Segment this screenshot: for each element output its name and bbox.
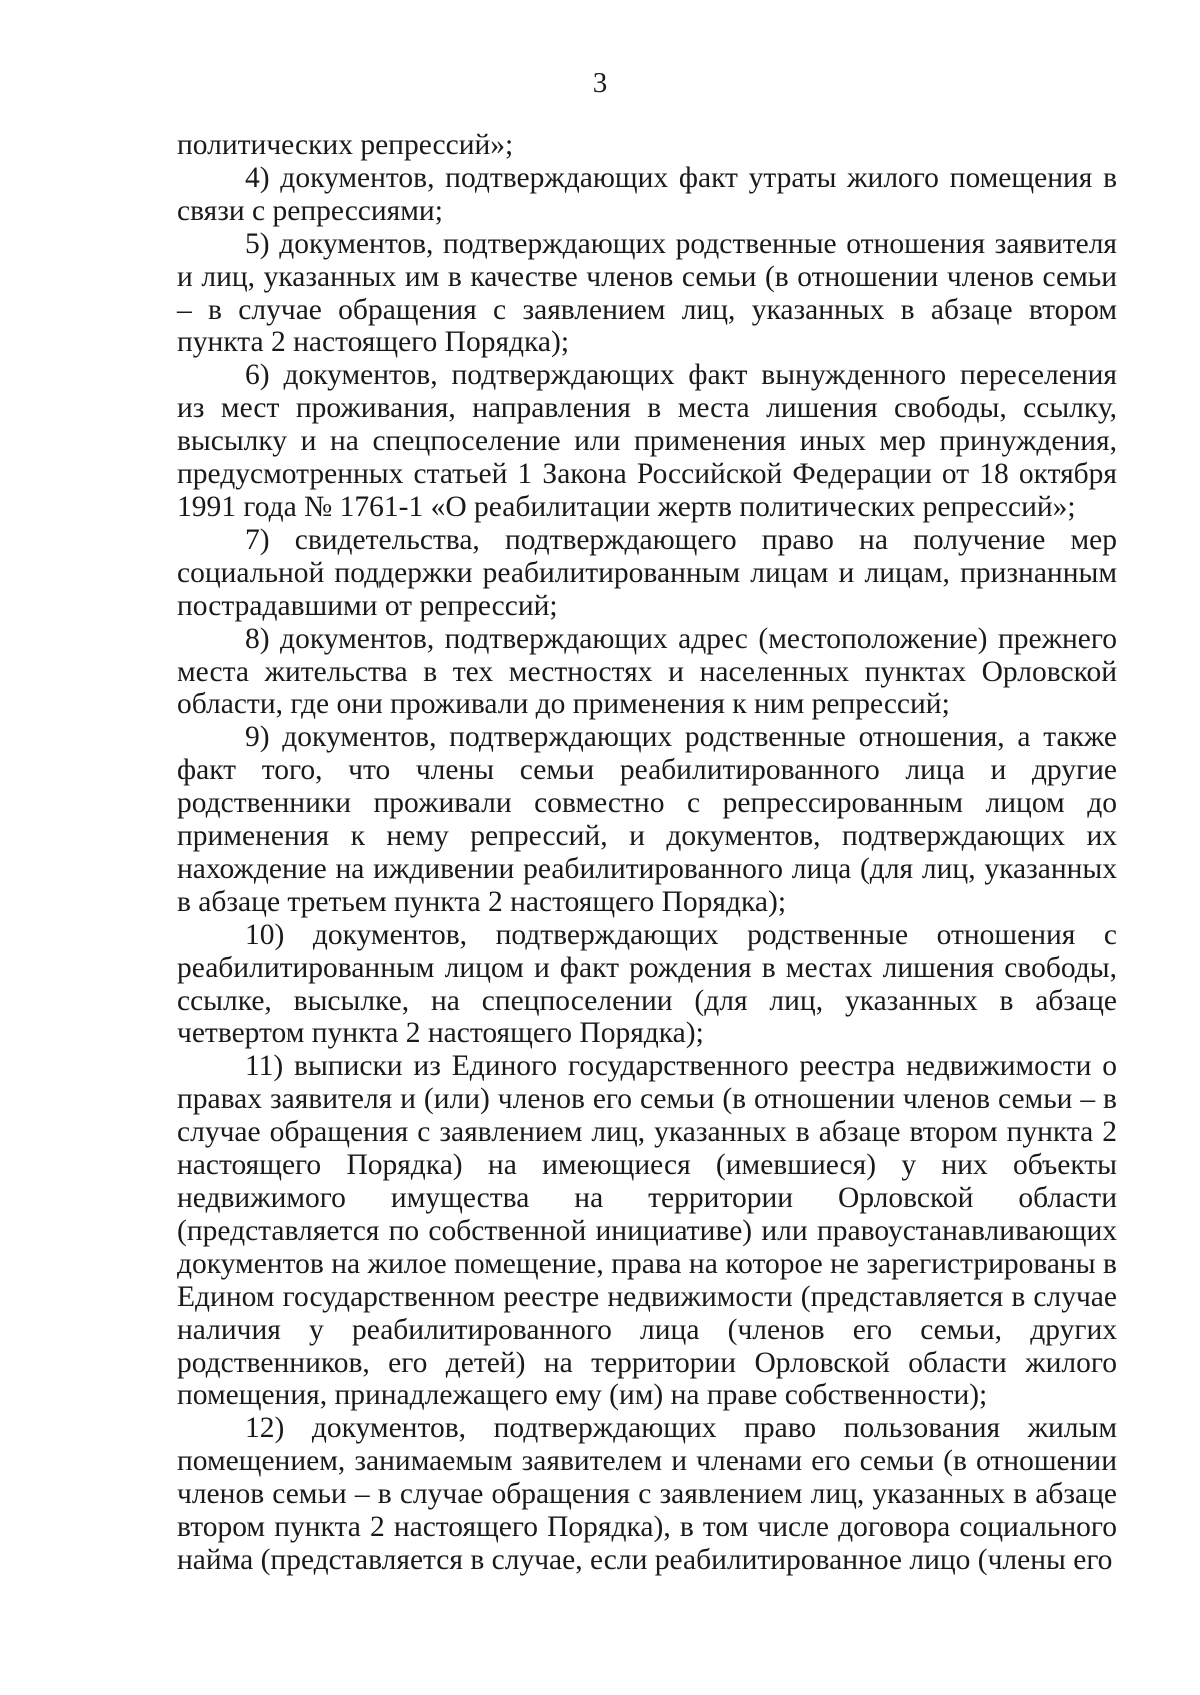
paragraph-item-8: 8) документов, подтверждающих адрес (местоположение) прежнего места жительства в тех местностях и населенных пунктах Орловской области, где они проживали до применения к ним репрессий; — [177, 622, 1117, 721]
paragraph-item-10: 10) документов, подтверждающих родственные отношения с реабилитированным лицом и факт рождения в местах лишения свободы, ссылке, высылке, на спецпоселении (для лиц, указанных в абзаце четвертом пункта 2 настоящего Порядка); — [177, 918, 1117, 1050]
paragraph-item-4: 4) документов, подтверждающих факт утраты жилого помещения в связи с репрессиями; — [177, 161, 1117, 227]
page-number: 3 — [592, 67, 608, 99]
paragraph-item-12: 12) документов, подтверждающих право пользования жилым помещением, занимаемым заявителем и членами его семьи (в отношении членов семьи – в случае обращения с заявлением лиц, указанных в абзаце втором пункта 2 настоящего Порядка), в том числе договора социального найма (представляется в случае, если реабилитированное лицо (члены его — [177, 1412, 1117, 1576]
document-body — [177, 129, 1117, 1577]
paragraph-item-7: 7) свидетельства, подтверждающего право на получение мер социальной поддержки реабилитированным лицам и лицам, признанным пострадавшими от репрессий; — [177, 523, 1117, 622]
paragraph-item-6: 6) документов, подтверждающих факт вынужденного переселения из мест проживания, направления в места лишения свободы, ссылку, высылку и на спецпоселение или применения иных мер принуждения, предусмотренных статьей 1 Закона Российской Федерации от 18 октября 1991 года № 1761-1 «О реабилитации жертв политических репрессий»; — [177, 359, 1117, 523]
paragraph-item-5: 5) документов, подтверждающих родственные отношения заявителя и лиц, указанных им в качестве членов семьи (в отношении членов семьи – в случае обращения с заявлением лиц, указанных в абзаце втором пункта 2 настоящего Порядка); — [177, 227, 1117, 359]
paragraph-item-9: 9) документов, подтверждающих родственные отношения, а также факт того, что члены семьи реабилитированного лица и другие родственники проживали совместно с репрессированным лицом до применения к нему репрессий, и документов, подтверждающих их нахождение на иждивении реабилитированного лица (для лиц, указанных в абзаце третьем пункта 2 настоящего Порядка); — [177, 721, 1117, 918]
paragraph-continuation: политических репрессий»; — [177, 129, 514, 161]
paragraph-item-11: 11) выписки из Единого государственного реестра недвижимости о правах заявителя и (или) членов его семьи (в отношении членов семьи – в случае обращения с заявлением лиц, указанных в абзаце втором пункта 2 настоящего Порядка) на имеющиеся (имевшиеся) у них объекты недвижимого имущества на территории Орловской области (представляется по собственной инициативе) или правоустанавливающих документов на жилое помещение, права на которое не зарегистрированы в Едином государственном реестре недвижимости (представляется в случае наличия у реабилитированного лица (членов его семьи, других родственников, его детей) на территории Орловской области жилого помещения, принадлежащего ему (им) на праве собственности); — [177, 1050, 1117, 1412]
